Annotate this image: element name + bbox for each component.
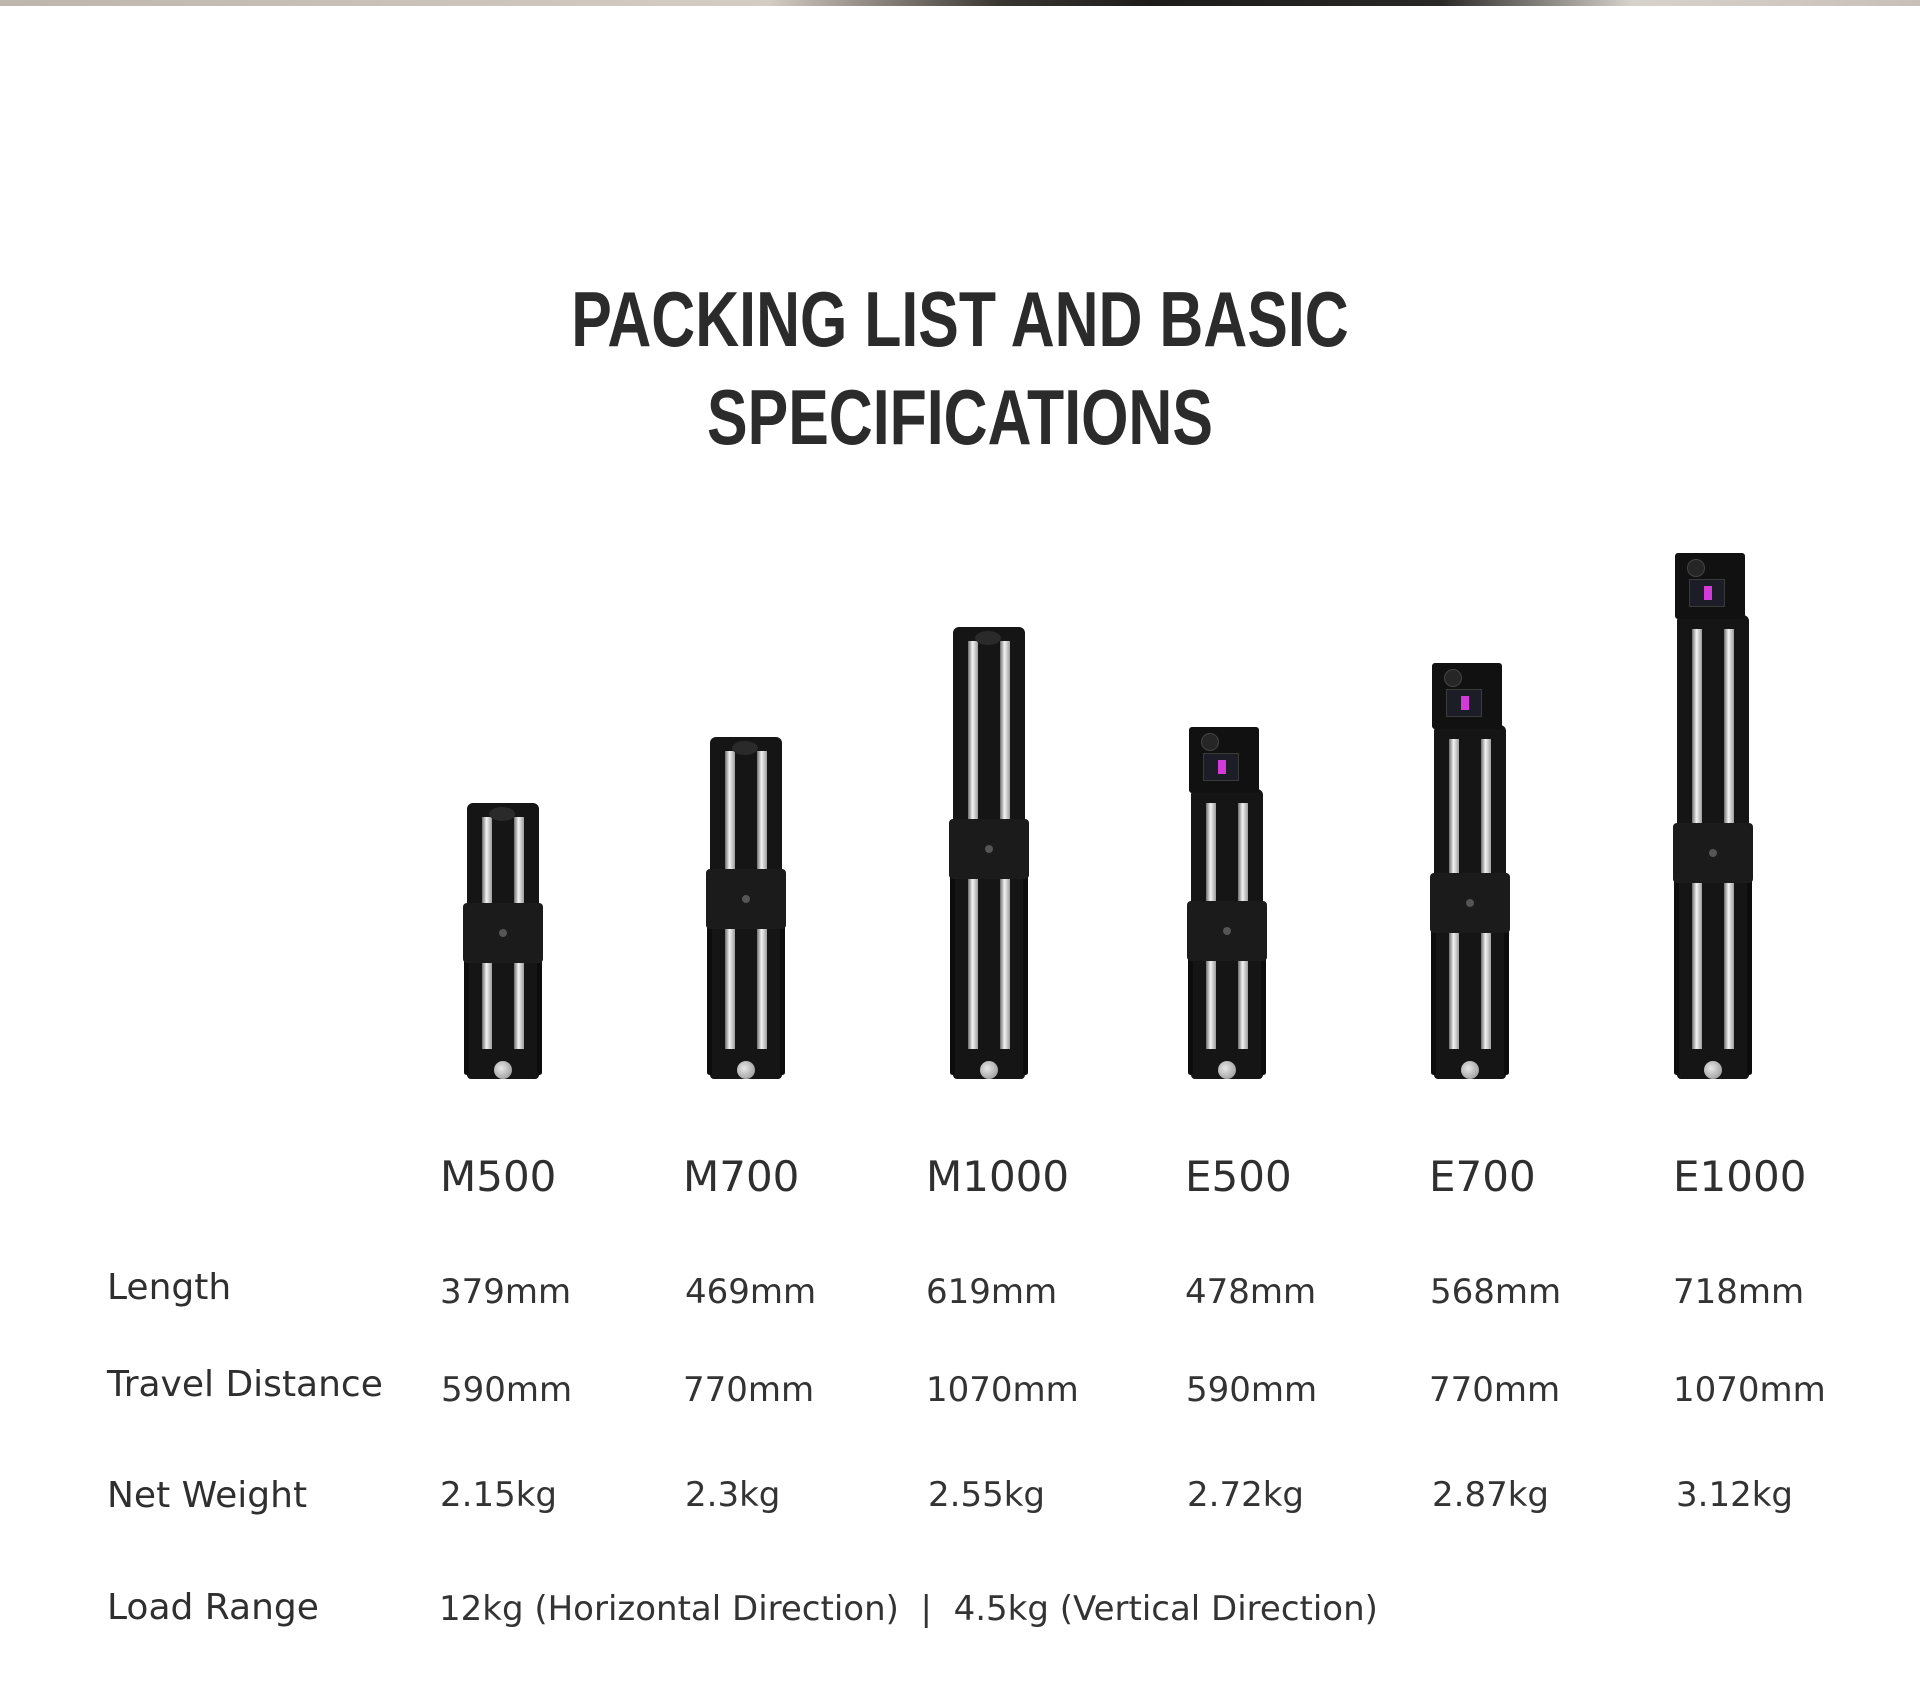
weight-m700: 2.3kg bbox=[685, 1475, 781, 1515]
travel-m500: 590mm bbox=[441, 1370, 573, 1410]
product-image-m700 bbox=[710, 737, 782, 1079]
weight-e500: 2.72kg bbox=[1187, 1475, 1304, 1515]
length-m1000: 619mm bbox=[926, 1272, 1058, 1312]
product-image-e500 bbox=[1191, 727, 1263, 1079]
product-image-e1000 bbox=[1677, 553, 1749, 1079]
model-label-m500: M500 bbox=[440, 1152, 557, 1201]
product-image-e700 bbox=[1434, 663, 1506, 1079]
page-title-line-1: PACKING LIST AND BASIC bbox=[571, 275, 1349, 363]
model-label-m1000: M1000 bbox=[926, 1152, 1070, 1201]
model-label-m700: M700 bbox=[683, 1152, 800, 1201]
page-title bbox=[211, 270, 1709, 466]
weight-e1000: 3.12kg bbox=[1676, 1475, 1793, 1515]
row-label-length: Length bbox=[107, 1267, 232, 1308]
weight-m1000: 2.55kg bbox=[928, 1475, 1045, 1515]
top-banner-edge bbox=[0, 0, 1920, 6]
model-label-e500: E500 bbox=[1185, 1152, 1292, 1201]
row-label-net-weight: Net Weight bbox=[107, 1475, 308, 1516]
travel-e500: 590mm bbox=[1186, 1370, 1318, 1410]
travel-m1000: 1070mm bbox=[926, 1370, 1079, 1410]
weight-e700: 2.87kg bbox=[1432, 1475, 1549, 1515]
row-label-travel-distance: Travel Distance bbox=[107, 1364, 383, 1405]
length-m500: 379mm bbox=[440, 1272, 572, 1312]
row-label-load-range: Load Range bbox=[107, 1587, 319, 1628]
travel-e1000: 1070mm bbox=[1673, 1370, 1826, 1410]
length-e700: 568mm bbox=[1430, 1272, 1562, 1312]
model-label-e700: E700 bbox=[1429, 1152, 1536, 1201]
product-image-m1000 bbox=[953, 627, 1025, 1079]
travel-m700: 770mm bbox=[683, 1370, 815, 1410]
page-title-line-2: SPECIFICATIONS bbox=[707, 373, 1213, 461]
length-e1000: 718mm bbox=[1673, 1272, 1805, 1312]
product-image-m500 bbox=[467, 803, 539, 1079]
model-label-e1000: E1000 bbox=[1673, 1152, 1807, 1201]
weight-m500: 2.15kg bbox=[440, 1475, 557, 1515]
travel-e700: 770mm bbox=[1429, 1370, 1561, 1410]
length-m700: 469mm bbox=[685, 1272, 817, 1312]
load-range-value: 12kg (Horizontal Direction) | 4.5kg (Vertical Direction) bbox=[439, 1589, 1378, 1629]
length-e500: 478mm bbox=[1185, 1272, 1317, 1312]
